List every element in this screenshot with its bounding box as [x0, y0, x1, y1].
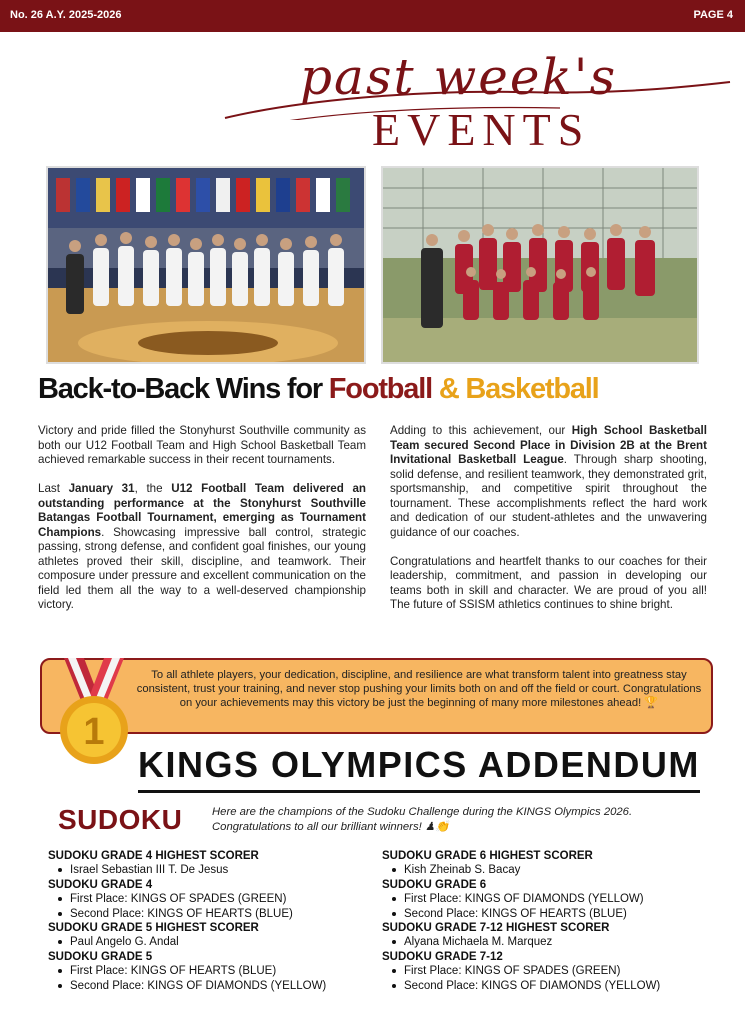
date-highlight: January 31 — [68, 482, 135, 495]
result-entry: Paul Angelo G. Andal — [48, 935, 368, 949]
page-number: PAGE 4 — [693, 9, 733, 21]
result-entry: First Place: KINGS OF SPADES (GREEN) — [382, 964, 712, 978]
headline-basketball: & Basketball — [431, 373, 599, 405]
result-entry: Second Place: KINGS OF HEARTS (BLUE) — [48, 907, 368, 921]
category-heading: SUDOKU GRADE 6 HIGHEST SCORER — [382, 850, 593, 862]
category-heading: SUDOKU GRADE 4 HIGHEST SCORER — [48, 850, 259, 862]
text-run: Last — [38, 482, 69, 495]
category-heading: SUDOKU GRADE 5 — [48, 950, 153, 963]
callout-text: To all athlete players, your dedication, discipline, and resilience are what transform talent into greatness stay consistent, trust your training, and never stop pushing your limits both on and off the field or court. Congratulations on your achievements may this victory be just the beginning of many more milestones ahead! 🏆 — [136, 669, 702, 709]
result-entry: Second Place: KINGS OF HEARTS (BLUE) — [382, 907, 712, 921]
result-entry: First Place: KINGS OF HEARTS (BLUE) — [48, 964, 368, 978]
result-entry: Israel Sebastian III T. De Jesus — [48, 863, 368, 877]
sudoku-label: SUDOKU — [58, 804, 183, 835]
text-run: , the — [134, 482, 172, 495]
article-paragraph: Victory and pride filled the Stonyhurst Southville community as both our U12 Football Team and High School Basketball Team achieved remarkable success in their recent tournaments. — [38, 424, 366, 466]
achievement-highlight: High School Basketball Team secured Second Place in Division 2B at the Brent Invitational Basketball League — [390, 424, 707, 466]
category-heading: SUDOKU GRADE 7-12 — [382, 950, 503, 963]
section-divider — [138, 790, 700, 793]
header-bar — [0, 0, 745, 32]
article-paragraph: Congratulations and heartfelt thanks to our coaches for their leadership, commitment, and passion in developing our teams both in skill and character. We are proud of you all! The future of SSISM athletics continues to shine bright. — [390, 554, 707, 611]
result-entry: Second Place: KINGS OF DIAMONDS (YELLOW) — [48, 979, 368, 993]
category-heading: SUDOKU GRADE 4 — [48, 878, 153, 891]
results-left — [48, 849, 368, 993]
achievement-highlight: U12 Football Team delivered an outstanding performance at the Stonyhurst Southville Batangas Football Tournament, emerging as Tournament Champions — [38, 482, 366, 539]
result-entry: First Place: KINGS OF DIAMONDS (YELLOW) — [382, 892, 712, 906]
headline-football: Football — [328, 373, 432, 405]
category-heading: SUDOKU GRADE 5 HIGHEST SCORER — [48, 921, 259, 934]
text-run: . Showcasing impressive ball control, strategic passing, strong defense, and confident goal finishes, our young athletes proved their skill, discipline, and teamwork. Their composure under pressure and excellent communication on the field led them all the way to a well-deserved championship victory. — [38, 525, 366, 611]
events-title: EVENTS — [372, 104, 591, 155]
result-entry: First Place: KINGS OF SPADES (GREEN) — [48, 892, 368, 906]
headline-part-1: Back-to-Back Wins for — [38, 373, 329, 405]
motivation-callout — [40, 658, 713, 734]
category-heading: SUDOKU GRADE 6 — [382, 878, 487, 891]
section-title: KINGS OLYMPICS ADDENDUM — [138, 744, 700, 785]
category-heading: SUDOKU GRADE 7-12 HIGHEST SCORER — [382, 921, 610, 934]
basketball-team-photo — [46, 166, 366, 364]
result-entry: Second Place: KINGS OF DIAMONDS (YELLOW) — [382, 979, 712, 993]
article-paragraph — [38, 482, 366, 613]
sudoku-intro: Here are the champions of the Sudoku Challenge during the KINGS Olympics 2026. Congratulations to all our brilliant winners! ♟👏 — [212, 806, 633, 833]
text-run: . Through sharp shooting, solid defense, and resilient teamwork, they demonstrated grit, sportsmanship, and competitive spirit throughout the tournament. These accomplishments reflect the hard work and dedication of our student-athletes and the unwavering guidance of our coaches. — [390, 453, 707, 539]
article-column-right — [390, 424, 707, 627]
article-column-left — [38, 424, 366, 627]
article-headline — [38, 373, 599, 406]
issue-number: No. 26 A.Y. 2025-2026 — [10, 9, 122, 21]
gold-medal-icon — [54, 658, 134, 768]
article-paragraph — [390, 424, 707, 540]
result-entry: Alyana Michaela M. Marquez — [382, 935, 712, 949]
medal-number: 1 — [83, 711, 105, 753]
text-run: Adding to this achievement, our — [390, 424, 572, 437]
results-right — [382, 849, 712, 993]
result-entry: Kish Zheinab S. Bacay — [382, 863, 712, 877]
football-team-photo — [381, 166, 699, 364]
script-title: past week's — [300, 48, 618, 106]
